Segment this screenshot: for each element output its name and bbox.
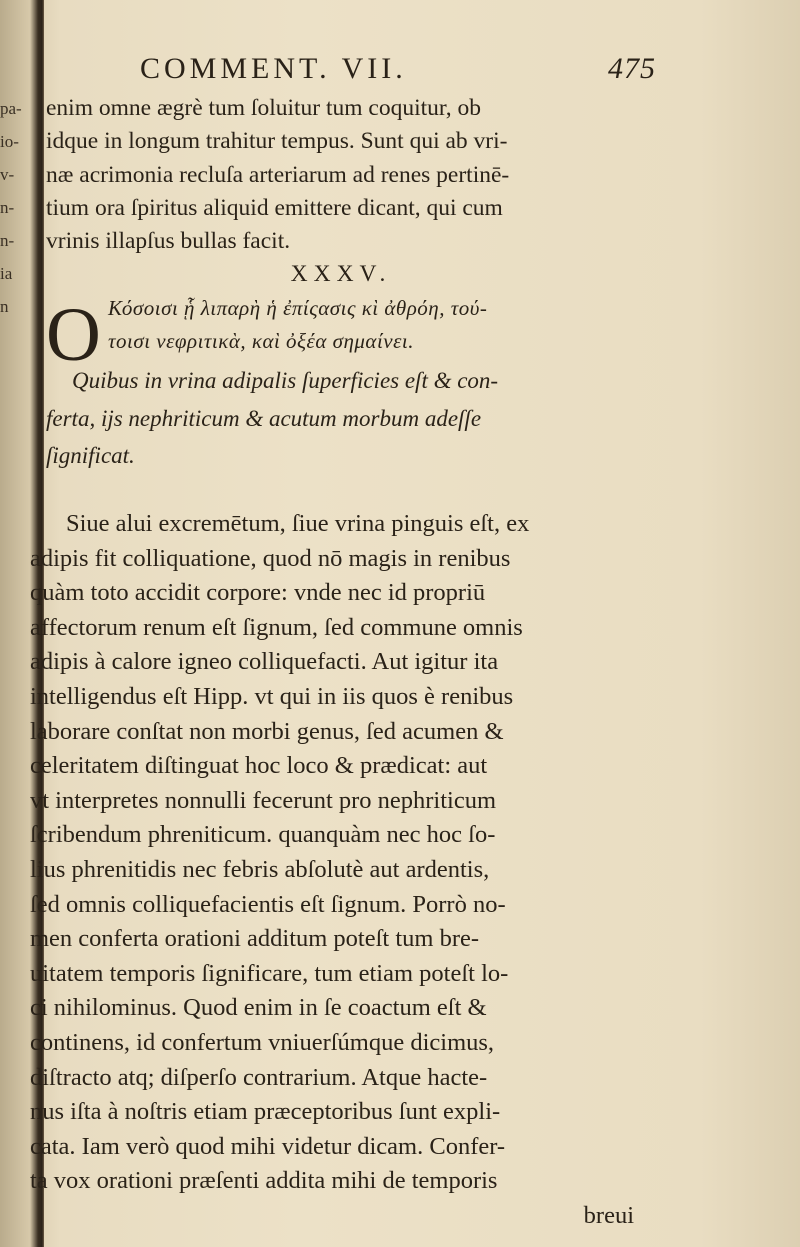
text-line: lius phrenitidis nec febris abſolutè aut ardentis, — [30, 855, 490, 883]
text-line: ta vox orationi præſenti addita mihi de temporis — [30, 1167, 498, 1195]
text-line: men conferta orationi additum poteſt tum bre- — [30, 925, 480, 953]
margin-fragment: n- — [0, 198, 15, 217]
text-line: continens, id confertum vniuerſúmque dicimus, — [30, 1028, 495, 1056]
text-line: ſcribendum phreniticum. quanquàm nec hoc ſo- — [30, 821, 496, 849]
page-number: 475 — [608, 52, 656, 85]
commentary-paragraph — [30, 507, 640, 1233]
text-line: cata. Iam verò quod mihi videtur dicam. Confer- — [30, 1132, 506, 1160]
greek-aphorism-line: τοισι νεφριτικὰ, καὶ ὀξέα σημαίνει. — [108, 329, 414, 354]
catchword: breui — [583, 1201, 634, 1229]
text-line: laborare conſtat non morbi genus, ſed acumen & — [30, 717, 504, 745]
text-line: næ acrimonia recluſa arteriarum ad renes pertinē- — [46, 161, 510, 188]
latin-translation-line: Quibus in vrina adipalis ſuperficies eſt & con- — [72, 368, 499, 394]
text-line: adipis fit colliquatione, quod nō magis in renibus — [30, 544, 511, 572]
margin-fragment: n- — [0, 231, 15, 250]
margin-fragment: v- — [0, 165, 15, 184]
text-line: vrinis illapſus bullas facit. — [46, 228, 291, 255]
text-line: ſed omnis colliquefacientis eſt ſignum. Porrò no- — [30, 890, 506, 918]
margin-fragment: n — [0, 297, 9, 316]
text-line: affectorum renum eſt ſignum, ſed commune omnis — [30, 613, 523, 641]
running-title: COMMENT. VII. — [140, 52, 407, 85]
text-line: intelligendus eſt Hipp. vt qui in iis quos è renibus — [30, 682, 514, 710]
text-line: celeritatem diſtinguat hoc loco & prædicat: aut — [30, 752, 488, 780]
latin-translation-line: ferta, ijs nephriticum & acutum morbum adeſſe — [46, 405, 482, 431]
top-paragraph — [46, 92, 636, 472]
text-line: adipis à calore igneo colliquefacti. Aut igitur ita — [30, 648, 499, 676]
section-number: XXXV. — [290, 261, 392, 288]
text-line: enim omne ægrè tum ſoluitur tum coquitur, ob — [46, 95, 482, 121]
facing-page-fragments — [0, 92, 30, 323]
margin-fragment: io- — [0, 132, 19, 151]
text-line: vt interpretes nonnulli fecerunt pro nephriticum — [30, 786, 497, 814]
text-line: tium ora ſpiritus aliquid emittere dicant, qui cum — [46, 194, 503, 221]
text-line: idque in longum trahitur tempus. Sunt qui ab vri- — [46, 128, 508, 155]
text-line: nus iſta à noſtris etiam præceptoribus ſunt expli- — [30, 1098, 501, 1126]
drop-cap: O — [46, 293, 101, 377]
latin-translation-line: ſignificat. — [46, 442, 135, 468]
text-line: uitatem temporis ſignificare, tum etiam poteſt lo- — [30, 959, 509, 987]
text-line: quàm toto accidit corpore: vnde nec id propriū — [30, 579, 486, 607]
text-line: ci nihilominus. Quod enim in ſe coactum eſt & — [30, 994, 487, 1022]
margin-fragment: ia — [0, 264, 13, 283]
greek-aphorism-line: Κόσοισι ᾗ λιπαρὴ ἡ ἐπίςασις κὶ ἀθρόη, τού- — [108, 295, 488, 320]
text-line: diſtracto atq; diſperſo contrarium. Atque hacte- — [30, 1063, 488, 1091]
text-line: Siue alui excremētum, ſiue vrina pinguis eſt, ex — [66, 510, 530, 537]
margin-fragment: pa- — [0, 99, 22, 118]
running-header — [140, 52, 660, 92]
